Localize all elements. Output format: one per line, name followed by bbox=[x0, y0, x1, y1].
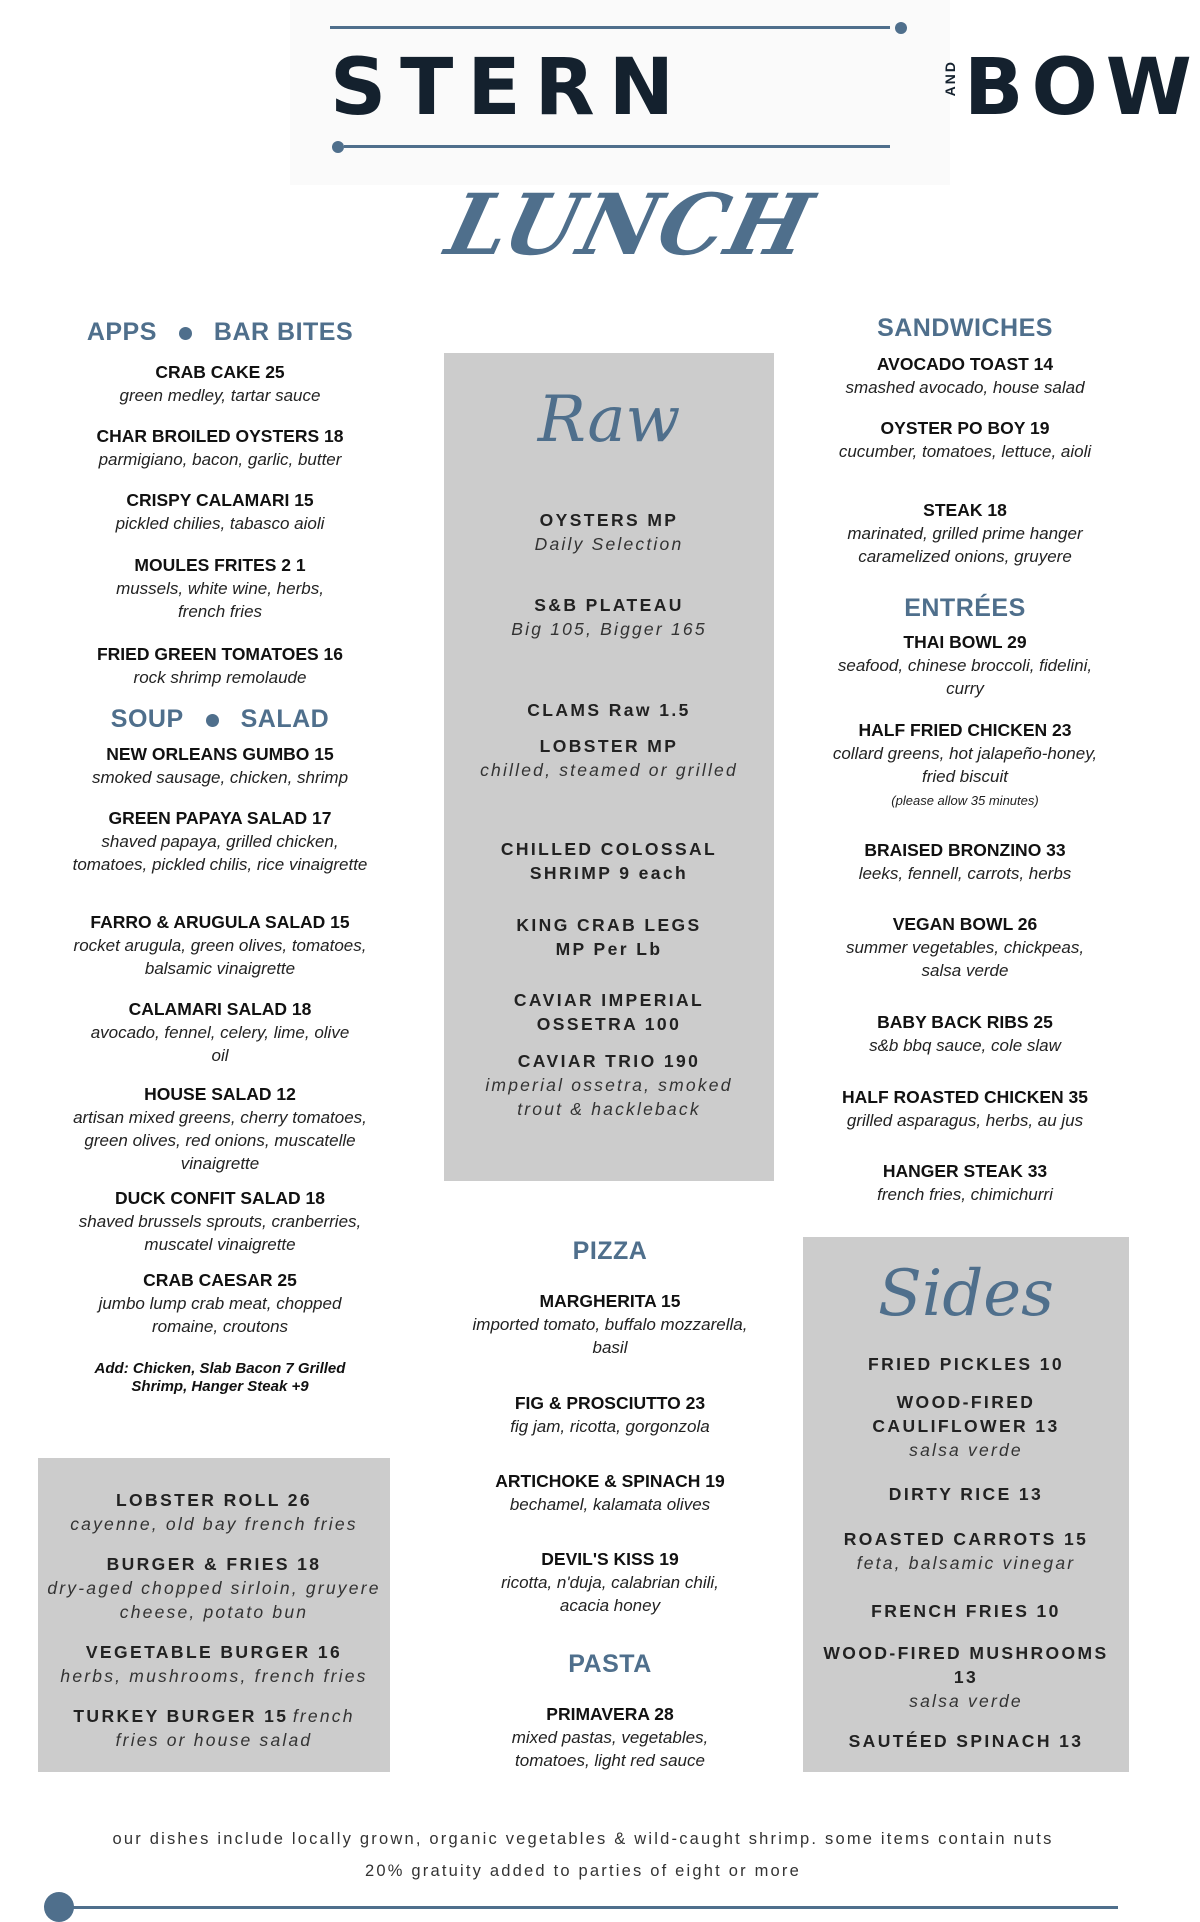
pizza-heading: PIZZA bbox=[572, 1237, 648, 1265]
list-item: MARGHERITA 15 imported tomato, buffalo mozzarella, basil bbox=[472, 1291, 748, 1357]
footer-gratuity: 20% gratuity added to parties of eight or more bbox=[365, 1862, 801, 1880]
list-item: CHILLED COLOSSAL SHRIMP 9 each bbox=[500, 839, 718, 883]
list-item: FRENCH FRIES 10 bbox=[871, 1601, 1061, 1621]
pasta-heading: PASTA bbox=[568, 1650, 652, 1678]
list-item: PRIMAVERA 28 mixed pastas, vegetables, tomatoes, light red sauce bbox=[511, 1704, 709, 1770]
logo-bow: BOW bbox=[964, 43, 1200, 133]
sides-panel bbox=[803, 1237, 1129, 1772]
list-item: HOUSE SALAD 12 artisan mixed greens, cherry tomatoes, green olives, red onions, muscatelle vinaigrette bbox=[73, 1084, 367, 1173]
list-item: SAUTÉED SPINACH 13 bbox=[848, 1731, 1084, 1751]
apps-section bbox=[40, 318, 400, 347]
list-item: LOBSTER MP chilled, steamed or grilled bbox=[480, 736, 738, 780]
list-item: FIG & PROSCIUTTO 23 fig jam, ricotta, gorgonzola bbox=[510, 1393, 710, 1436]
list-item: THAI BOWL 29 seafood, chinese broccoli, fidelini, curry bbox=[837, 632, 1093, 698]
list-item: FRIED PICKLES 10 bbox=[868, 1354, 1064, 1374]
list-item: FRIED GREEN TOMATOES 16 rock shrimp remolaude bbox=[96, 644, 344, 687]
footer-note: our dishes include locally grown, organic vegetables & wild-caught shrimp. some items contain nuts bbox=[112, 1830, 1054, 1848]
page-title: LUNCH bbox=[437, 175, 824, 274]
entrees-heading: ENTRÉES bbox=[904, 594, 1026, 622]
raw-panel bbox=[444, 353, 774, 1181]
list-item: NEW ORLEANS GUMBO 15 smoked sausage, chicken, shrimp bbox=[91, 744, 349, 787]
footer-rule bbox=[62, 1906, 1118, 1909]
list-item: CAVIAR IMPERIAL OSSETRA 100 bbox=[513, 990, 705, 1034]
list-item: CAVIAR TRIO 190 imperial ossetra, smoked trout & hackleback bbox=[485, 1051, 733, 1119]
raw-heading: Raw bbox=[537, 383, 681, 457]
list-item: HANGER STEAK 33 french fries, chimichurri bbox=[877, 1161, 1053, 1204]
list-item: S&B PLATEAU Big 105, Bigger 165 bbox=[511, 595, 707, 639]
list-item: CHAR BROILED OYSTERS 18 parmigiano, bacon, garlic, butter bbox=[96, 426, 344, 469]
list-item: FARRO & ARUGULA SALAD 15 rocket arugula, green olives, tomatoes, balsamic vinaigrette bbox=[73, 912, 367, 978]
list-item: VEGETABLE BURGER 16 herbs, mushrooms, french fries bbox=[60, 1642, 368, 1686]
soup-heading: SOUP SALAD bbox=[110, 705, 330, 733]
list-item: OYSTER PO BOY 19 cucumber, tomatoes, lettuce, aioli bbox=[838, 418, 1092, 461]
list-item: BABY BACK RIBS 25 s&b bbq sauce, cole slaw bbox=[869, 1012, 1061, 1055]
list-item: LOBSTER ROLL 26 cayenne, old bay french fries bbox=[70, 1490, 358, 1534]
list-item: CRISPY CALAMARI 15 pickled chilies, tabasco aioli bbox=[115, 490, 325, 533]
list-item: DUCK CONFIT SALAD 18 shaved brussels sprouts, cranberries, muscatel vinaigrette bbox=[78, 1188, 362, 1254]
logo bbox=[290, 0, 1200, 185]
list-item: AVOCADO TOAST 14 smashed avocado, house salad bbox=[845, 354, 1085, 397]
list-item: MOULES FRITES 2 1 mussels, white wine, herbs, french fries bbox=[116, 555, 324, 621]
soup-section bbox=[40, 705, 400, 734]
list-item: STEAK 18 marinated, grilled prime hanger caramelized onions, gruyere bbox=[847, 500, 1083, 566]
list-item: ROASTED CARROTS 15 feta, balsamic vinegar bbox=[843, 1529, 1089, 1573]
list-item: DIRTY RICE 13 bbox=[888, 1484, 1044, 1504]
list-item: WOOD-FIRED CAULIFLOWER 13 salsa verde bbox=[872, 1392, 1060, 1460]
addon-note: Add: Chicken, Slab Bacon 7 Grilled Shrimp, Hanger Steak +9 bbox=[94, 1360, 346, 1395]
list-item: BRAISED BRONZINO 33 leeks, fennell, carrots, herbs bbox=[858, 840, 1072, 883]
list-item: KING CRAB LEGS MP Per Lb bbox=[516, 915, 702, 959]
list-item: DEVIL'S KISS 19 ricotta, n'duja, calabrian chili, acacia honey bbox=[501, 1549, 719, 1615]
list-item: HALF ROASTED CHICKEN 35 grilled asparagus, herbs, au jus bbox=[842, 1087, 1088, 1130]
list-item: CALAMARI SALAD 18 avocado, fennel, celery, lime, olive oil bbox=[90, 999, 350, 1065]
list-item: CRAB CAKE 25 green medley, tartar sauce bbox=[119, 362, 321, 405]
logo-and: AND bbox=[942, 60, 958, 97]
entrees-note: (please allow 35 minutes) bbox=[891, 793, 1039, 808]
list-item: TURKEY BURGER 15 french fries or house salad bbox=[73, 1706, 355, 1750]
list-item: ARTICHOKE & SPINACH 19 bechamel, kalamata olives bbox=[495, 1471, 725, 1514]
list-item: WOOD-FIRED MUSHROOMS 13 salsa verde bbox=[823, 1643, 1109, 1711]
burgers-panel bbox=[38, 1458, 390, 1772]
list-item: HALF FRIED CHICKEN 23 collard greens, hot jalapeño-honey, fried biscuit (please allow 35 minutes) bbox=[830, 718, 1100, 808]
list-item: BURGER & FRIES 18 dry-aged chopped sirloin, gruyere cheese, potato bun bbox=[47, 1554, 381, 1622]
apps-heading: APPS BAR BITES bbox=[86, 318, 354, 346]
footer-rule-dot bbox=[44, 1892, 74, 1922]
sandwiches-heading: SANDWICHES bbox=[877, 314, 1053, 342]
list-item: GREEN PAPAYA SALAD 17 shaved papaya, grilled chicken, tomatoes, pickled chilis, rice vinaigrette bbox=[72, 808, 368, 874]
logo-stern: STERN bbox=[330, 43, 689, 133]
list-item: OYSTERS MP Daily Selection bbox=[534, 510, 684, 554]
sides-heading: Sides bbox=[878, 1257, 1054, 1331]
list-item: CLAMS Raw 1.5 bbox=[527, 700, 691, 720]
list-item: VEGAN BOWL 26 summer vegetables, chickpeas, salsa verde bbox=[845, 914, 1085, 980]
list-item: CRAB CAESAR 25 jumbo lump crab meat, chopped romaine, croutons bbox=[98, 1270, 342, 1336]
